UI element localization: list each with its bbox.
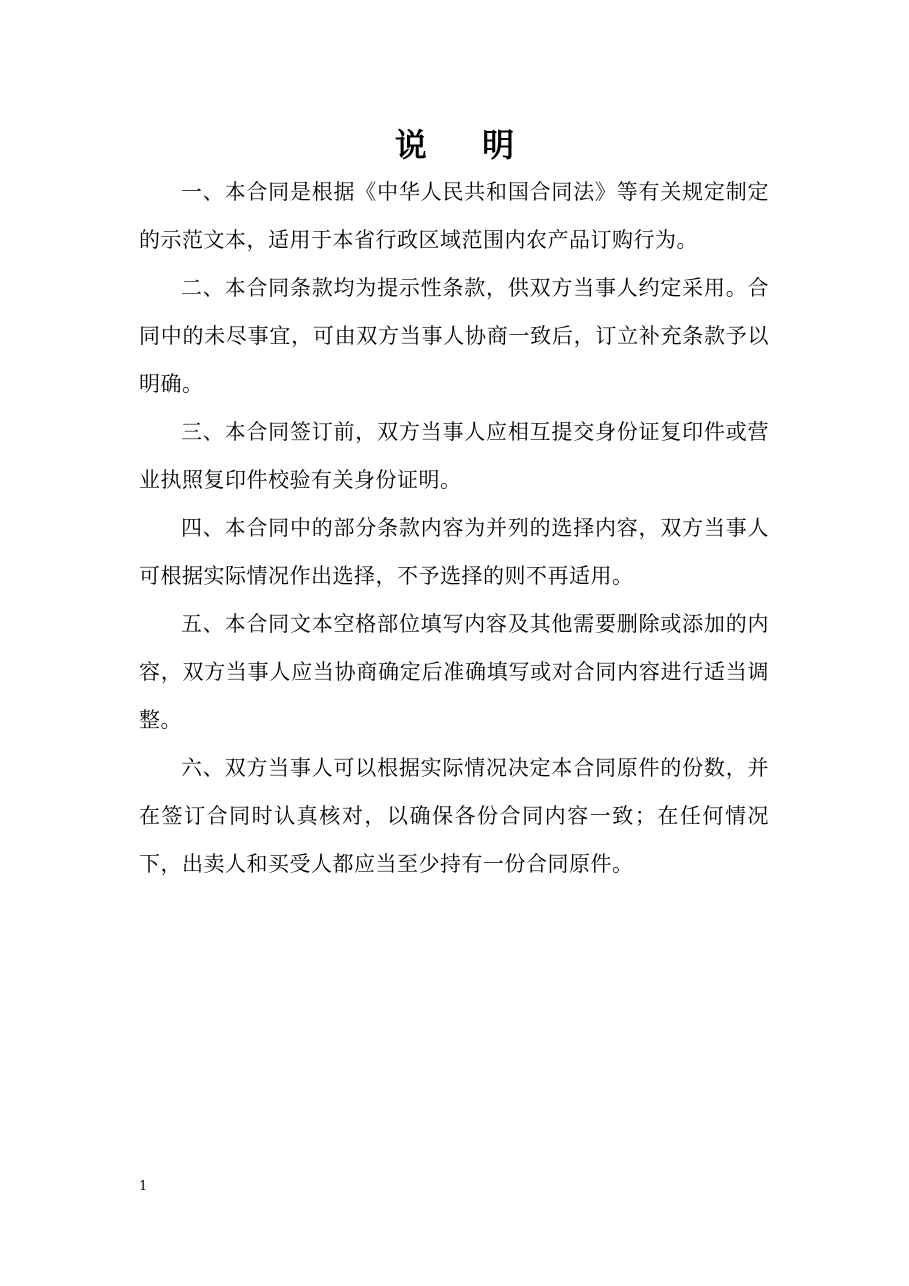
document-body bbox=[139, 168, 769, 888]
paragraph-4: 四、本合同中的部分条款内容为并列的选择内容，双方当事人可根据实际情况作出选择，不予选择的则不再适用。 bbox=[139, 516, 769, 588]
page-number: 1 bbox=[139, 1179, 148, 1194]
paragraph-5: 五、本合同文本空格部位填写内容及其他需要删除或添加的内容，双方当事人应当协商确定后准确填写或对合同内容进行适当调整。 bbox=[139, 612, 769, 732]
paragraph-1: 一、本合同是根据《中华人民共和国合同法》等有关规定制定的示范文本，适用于本省行政区域范围内农产品订购行为。 bbox=[139, 180, 769, 252]
document-title: 说 明 bbox=[394, 126, 537, 164]
paragraph-3: 三、本合同签订前，双方当事人应相互提交身份证复印件或营业执照复印件校验有关身份证明。 bbox=[139, 420, 769, 492]
paragraph-6: 六、双方当事人可以根据实际情况决定本合同原件的份数，并在签订合同时认真核对，以确保各份合同内容一致；在任何情况下，出卖人和买受人都应当至少持有一份合同原件。 bbox=[139, 756, 769, 876]
paragraph-2: 二、本合同条款均为提示性条款，供双方当事人约定采用。合同中的未尽事宜，可由双方当事人协商一致后，订立补充条款予以明确。 bbox=[139, 276, 769, 396]
